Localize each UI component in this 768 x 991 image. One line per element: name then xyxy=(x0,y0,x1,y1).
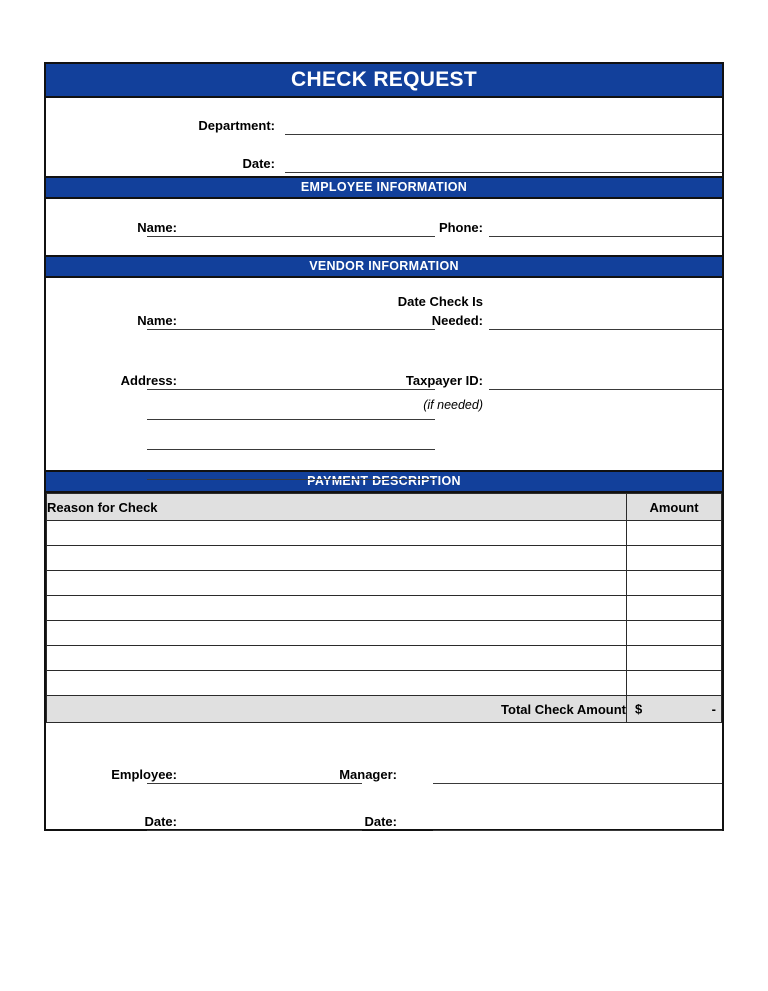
cell-amount[interactable] xyxy=(627,546,722,571)
employee-phone-label: Phone: xyxy=(438,220,483,235)
column-header-amount: Amount xyxy=(627,494,722,521)
taxpayer-id-note: (if needed) xyxy=(423,398,483,412)
table-header-row xyxy=(47,494,722,521)
table-row xyxy=(47,621,722,646)
payment-section-header: PAYMENT DESCRIPTION xyxy=(46,472,722,493)
date-check-needed-label-line2: Needed: xyxy=(431,313,483,328)
cell-reason[interactable] xyxy=(47,571,627,596)
cell-reason[interactable] xyxy=(47,546,627,571)
employee-date-label: Date: xyxy=(144,814,177,829)
taxpayer-id-input[interactable] xyxy=(489,389,722,390)
manager-date-input[interactable] xyxy=(433,830,722,831)
vendor-address-input-4[interactable] xyxy=(147,479,435,480)
cell-amount[interactable] xyxy=(627,596,722,621)
manager-signature-input[interactable] xyxy=(433,783,722,784)
department-input[interactable] xyxy=(285,134,722,135)
cell-reason[interactable] xyxy=(47,646,627,671)
total-row xyxy=(47,696,722,723)
cell-amount[interactable] xyxy=(627,621,722,646)
taxpayer-id-label: Taxpayer ID: xyxy=(405,373,483,388)
table-row xyxy=(47,671,722,696)
total-check-amount-label: Total Check Amount xyxy=(47,696,627,723)
manager-signature-label: Manager: xyxy=(339,767,397,782)
table-row xyxy=(47,521,722,546)
date-label: Date: xyxy=(242,156,275,171)
cell-amount[interactable] xyxy=(627,646,722,671)
vendor-address-label: Address: xyxy=(120,373,177,388)
currency-symbol: $ xyxy=(635,701,643,717)
total-check-amount-value[interactable] xyxy=(627,696,722,723)
cell-reason[interactable] xyxy=(47,521,627,546)
vendor-address-input-2[interactable] xyxy=(147,419,435,420)
signature-section xyxy=(46,723,722,829)
cell-amount[interactable] xyxy=(627,571,722,596)
form-title: CHECK REQUEST xyxy=(46,64,722,98)
employee-section-header: EMPLOYEE INFORMATION xyxy=(46,178,722,199)
table-row xyxy=(47,646,722,671)
vendor-address-input-1[interactable] xyxy=(147,389,435,390)
table-row xyxy=(47,571,722,596)
department-label: Department: xyxy=(198,118,275,133)
employee-signature-label: Employee: xyxy=(111,767,177,782)
employee-section xyxy=(46,199,722,257)
cell-reason[interactable] xyxy=(47,596,627,621)
employee-name-input[interactable] xyxy=(147,236,435,237)
employee-name-label: Name: xyxy=(137,220,177,235)
vendor-section xyxy=(46,278,722,472)
cell-reason[interactable] xyxy=(47,671,627,696)
employee-signature-input[interactable] xyxy=(147,783,362,784)
payment-description-table xyxy=(46,493,722,723)
column-header-reason: Reason for Check xyxy=(47,494,627,521)
employee-date-input[interactable] xyxy=(147,830,362,831)
vendor-name-label: Name: xyxy=(137,313,177,328)
date-input[interactable] xyxy=(285,172,722,173)
vendor-address-input-3[interactable] xyxy=(147,449,435,450)
manager-date-label: Date: xyxy=(364,814,397,829)
vendor-section-header: VENDOR INFORMATION xyxy=(46,257,722,278)
date-check-needed-label-line1: Date Check Is xyxy=(397,294,483,309)
date-check-needed-input[interactable] xyxy=(489,329,722,330)
table-row xyxy=(47,596,722,621)
top-section xyxy=(46,98,722,178)
cell-amount[interactable] xyxy=(627,521,722,546)
cell-amount[interactable] xyxy=(627,671,722,696)
vendor-name-input[interactable] xyxy=(147,329,435,330)
check-request-form xyxy=(44,62,724,831)
total-amount-text: - xyxy=(711,701,716,717)
employee-phone-input[interactable] xyxy=(489,236,722,237)
table-row xyxy=(47,546,722,571)
cell-reason[interactable] xyxy=(47,621,627,646)
